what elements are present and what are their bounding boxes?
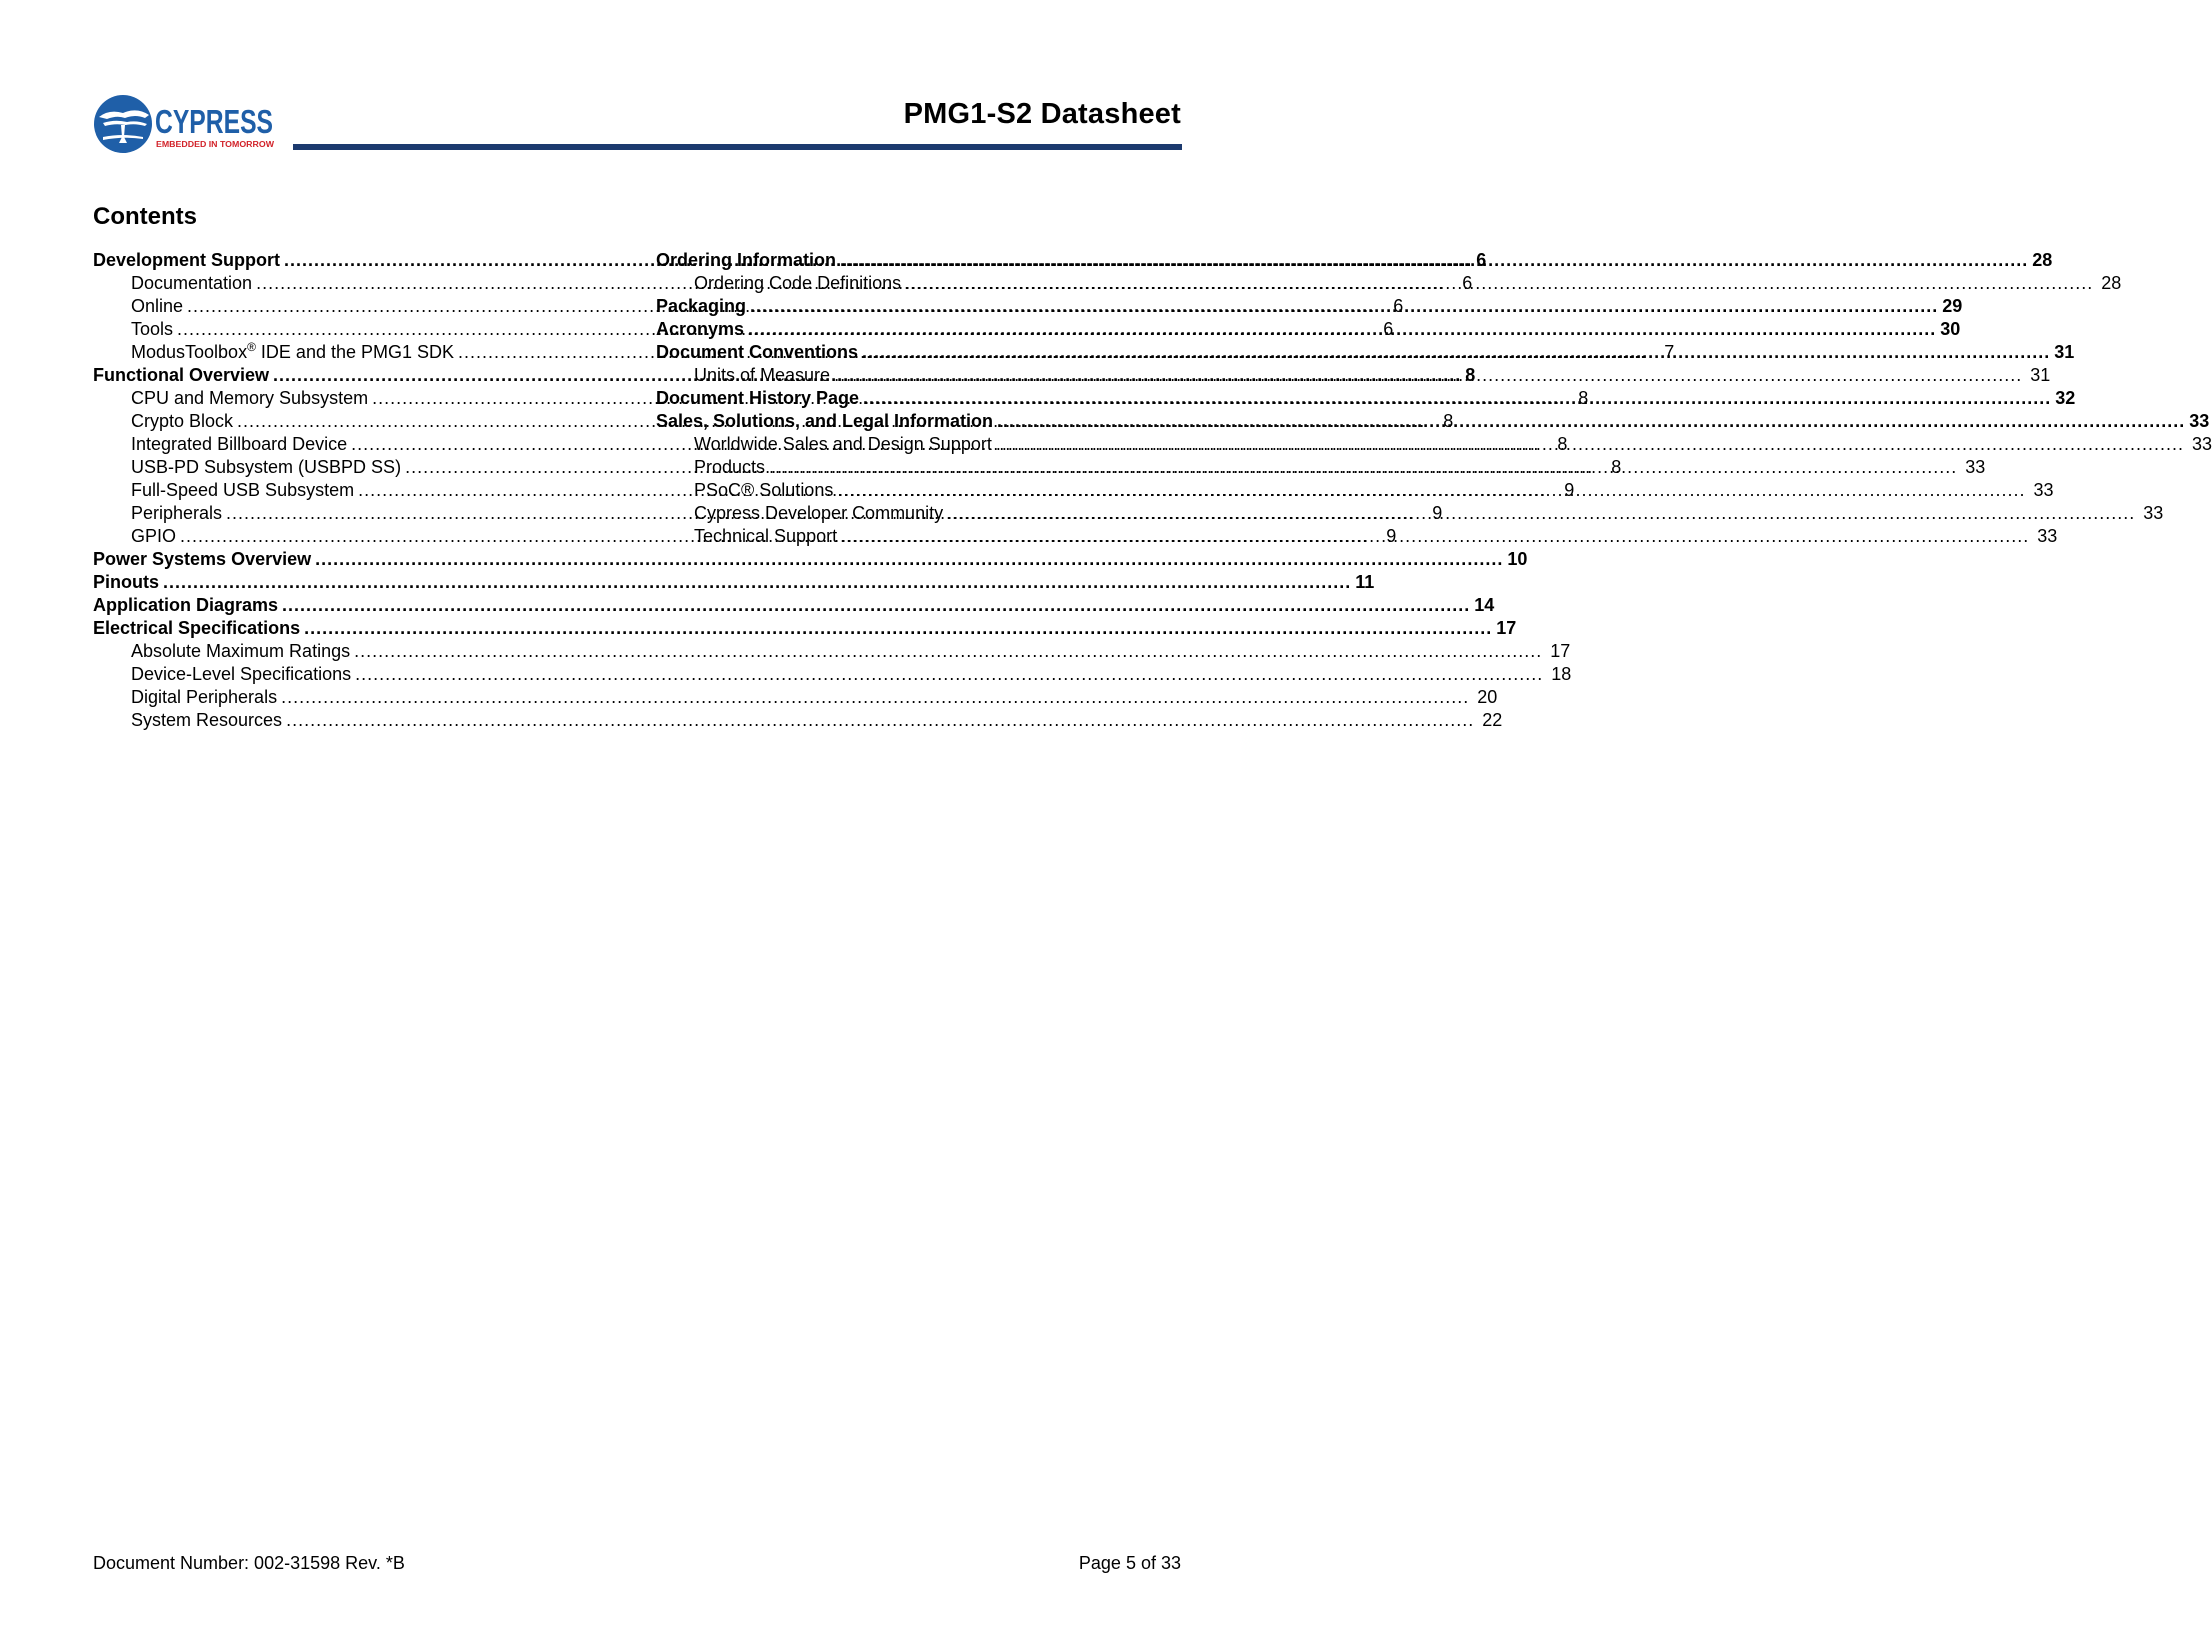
toc-section-entry[interactable]: [656, 387, 2076, 410]
toc-entry-label: Development Support: [93, 250, 281, 270]
toc-page-number: 6: [1383, 319, 1394, 339]
toc-page-number: 29: [1942, 296, 1963, 316]
toc-entry-label: Acronyms: [656, 319, 745, 339]
toc-leader-dots: [841, 525, 2029, 548]
toc-leader-dots: [834, 364, 2022, 387]
toc-leader-dots: [286, 709, 1474, 732]
toc-leader-dots: [163, 571, 1351, 594]
toc-section-entry[interactable]: [93, 594, 1495, 617]
toc-page-number: 6: [1476, 250, 1487, 270]
toc-entry-label: Pinouts: [93, 572, 159, 592]
document-number: Document Number: 002-31598 Rev. *B: [93, 1553, 405, 1573]
toc-entry-label: Application Diagrams: [93, 595, 279, 615]
toc-leader-dots: [862, 341, 2050, 364]
toc-leader-dots: [997, 410, 2185, 433]
toc-entry-label: Technical Support: [694, 526, 838, 546]
toc-entry-label: Electrical Specifications: [93, 618, 301, 638]
toc-entry-label: Power Systems Overview: [93, 549, 312, 569]
toc-subsection-entry[interactable]: [656, 479, 2054, 502]
document-title: PMG1-S2 Datasheet: [903, 98, 1181, 130]
toc-subsection-entry[interactable]: [656, 433, 2212, 456]
toc-entry-label: Online: [131, 296, 184, 316]
toc-page-number: 8: [1578, 388, 1589, 408]
toc-page-number: 10: [1507, 549, 1528, 569]
toc-page-number: 28: [2032, 250, 2053, 270]
contents-heading: Contents: [93, 203, 197, 230]
toc-entry-label: Cypress Developer Community: [694, 503, 944, 523]
toc-page-number: 6: [1393, 296, 1404, 316]
toc-section-entry[interactable]: [93, 548, 1528, 571]
toc-page-number: 31: [2054, 342, 2075, 362]
toc-leader-dots: [315, 548, 1503, 571]
svg-text:EMBEDDED IN TOMORROW: EMBEDDED IN TOMORROW: [156, 140, 275, 149]
toc-page-number: 33: [1965, 457, 1986, 477]
toc-leader-dots: [750, 295, 1938, 318]
toc-leader-dots: [355, 663, 1543, 686]
toc-leader-dots: [905, 272, 2093, 295]
toc-leader-dots: [947, 502, 2135, 525]
toc-page-number: 33: [2037, 526, 2058, 546]
toc-entry-label: Document History Page: [656, 388, 860, 408]
toc-leader-dots: [996, 433, 2184, 456]
toc-page-number: 17: [1496, 618, 1517, 638]
toc-page-number: 8: [1443, 411, 1454, 431]
toc-page-number: 20: [1477, 687, 1498, 707]
toc-entry-label: Units of Measure: [694, 365, 831, 385]
toc-subsection-entry[interactable]: [656, 456, 1986, 479]
toc-entry-label: Document Conventions: [656, 342, 859, 362]
toc-entry-label: Ordering Information: [656, 250, 836, 270]
toc-subsection-entry[interactable]: [93, 663, 1572, 686]
toc-page-number: 18: [1551, 664, 1572, 684]
toc-page-number: 33: [2143, 503, 2164, 523]
toc-right-column: [656, 249, 2212, 548]
toc-leader-dots: [863, 387, 2051, 410]
toc-page-number: 22: [1482, 710, 1503, 730]
toc-subsection-entry[interactable]: [93, 709, 1503, 732]
toc-page-number: 28: [2101, 273, 2122, 293]
toc-page-number: 9: [1564, 480, 1575, 500]
toc-subsection-entry[interactable]: [93, 640, 1571, 663]
toc-entry-label: Absolute Maximum Ratings: [131, 641, 351, 661]
toc-subsection-entry[interactable]: [656, 502, 2164, 525]
toc-page-number: 33: [2033, 480, 2054, 500]
toc-page-number: 33: [2192, 434, 2212, 454]
toc-subsection-entry[interactable]: [656, 272, 2122, 295]
toc-leader-dots: [837, 479, 2025, 502]
toc-page-number: 8: [1465, 365, 1476, 385]
toc-entry-label: Sales, Solutions, and Legal Information: [656, 411, 994, 431]
toc-page-number: 9: [1386, 526, 1397, 546]
toc-section-entry[interactable]: [656, 318, 1961, 341]
toc-leader-dots: [282, 594, 1470, 617]
toc-page-number: 9: [1432, 503, 1443, 523]
toc-entry-label: Crypto Block: [131, 411, 234, 431]
toc-entry-label: PSoC® Solutions: [694, 480, 834, 500]
toc-entry-label: Functional Overview: [93, 365, 270, 385]
toc-entry-label: ModusToolbox® IDE and the PMG1 SDK: [131, 340, 455, 362]
toc-entry-label: Packaging: [656, 296, 747, 316]
toc-subsection-entry[interactable]: [656, 525, 2058, 548]
toc-subsection-entry[interactable]: [656, 364, 2051, 387]
cypress-logo: [93, 93, 293, 155]
toc-section-entry[interactable]: [656, 295, 1963, 318]
toc-page-number: 8: [1611, 457, 1622, 477]
toc-page-number: 17: [1550, 641, 1571, 661]
toc-page-number: 33: [2189, 411, 2210, 431]
toc-leader-dots: [304, 617, 1492, 640]
toc-entry-label: Documentation: [131, 273, 253, 293]
toc-entry-label: Ordering Code Definitions: [694, 273, 902, 293]
toc-page-number: 31: [2030, 365, 2051, 385]
toc-section-entry[interactable]: [93, 617, 1517, 640]
toc-leader-dots: [840, 249, 2028, 272]
toc-page-number: 8: [1557, 434, 1568, 454]
toc-page-number: 30: [1940, 319, 1961, 339]
toc-entry-label: Products: [694, 457, 766, 477]
toc-leader-dots: [281, 686, 1469, 709]
toc-section-entry[interactable]: [93, 571, 1375, 594]
toc-entry-label: CPU and Memory Subsystem: [131, 388, 369, 408]
toc-leader-dots: [769, 456, 1957, 479]
page-number: Page 5 of 33: [1078, 1553, 1181, 1573]
toc-entry-label: Integrated Billboard Device: [131, 434, 348, 454]
toc-entry-label: Peripherals: [131, 503, 223, 523]
toc-page-number: 11: [1355, 572, 1375, 592]
toc-entry-label: Worldwide Sales and Design Support: [694, 434, 992, 454]
toc-section-entry[interactable]: [656, 341, 2075, 364]
toc-page-number: 6: [1462, 273, 1473, 293]
toc-entry-label: Tools: [131, 319, 174, 339]
svg-text:CYPRESS: CYPRESS: [155, 103, 273, 140]
toc-entry-label: Device-Level Specifications: [131, 664, 352, 684]
toc-entry-label: GPIO: [131, 526, 177, 546]
toc-section-entry[interactable]: [656, 410, 2210, 433]
toc-subsection-entry[interactable]: [93, 686, 1498, 709]
header-divider: [293, 144, 1182, 150]
toc-page-number: 14: [1474, 595, 1495, 615]
toc-page-number: 32: [2055, 388, 2076, 408]
toc-leader-dots: [354, 640, 1542, 663]
toc-entry-label: System Resources: [131, 710, 283, 730]
toc-entry-label: USB-PD Subsystem (USBPD SS): [131, 457, 402, 477]
toc-entry-label: Full-Speed USB Subsystem: [131, 480, 355, 500]
toc-page-number: 7: [1664, 342, 1675, 362]
toc-entry-label: Digital Peripherals: [131, 687, 278, 707]
toc-leader-dots: [748, 318, 1936, 341]
toc-section-entry[interactable]: [656, 249, 2053, 272]
